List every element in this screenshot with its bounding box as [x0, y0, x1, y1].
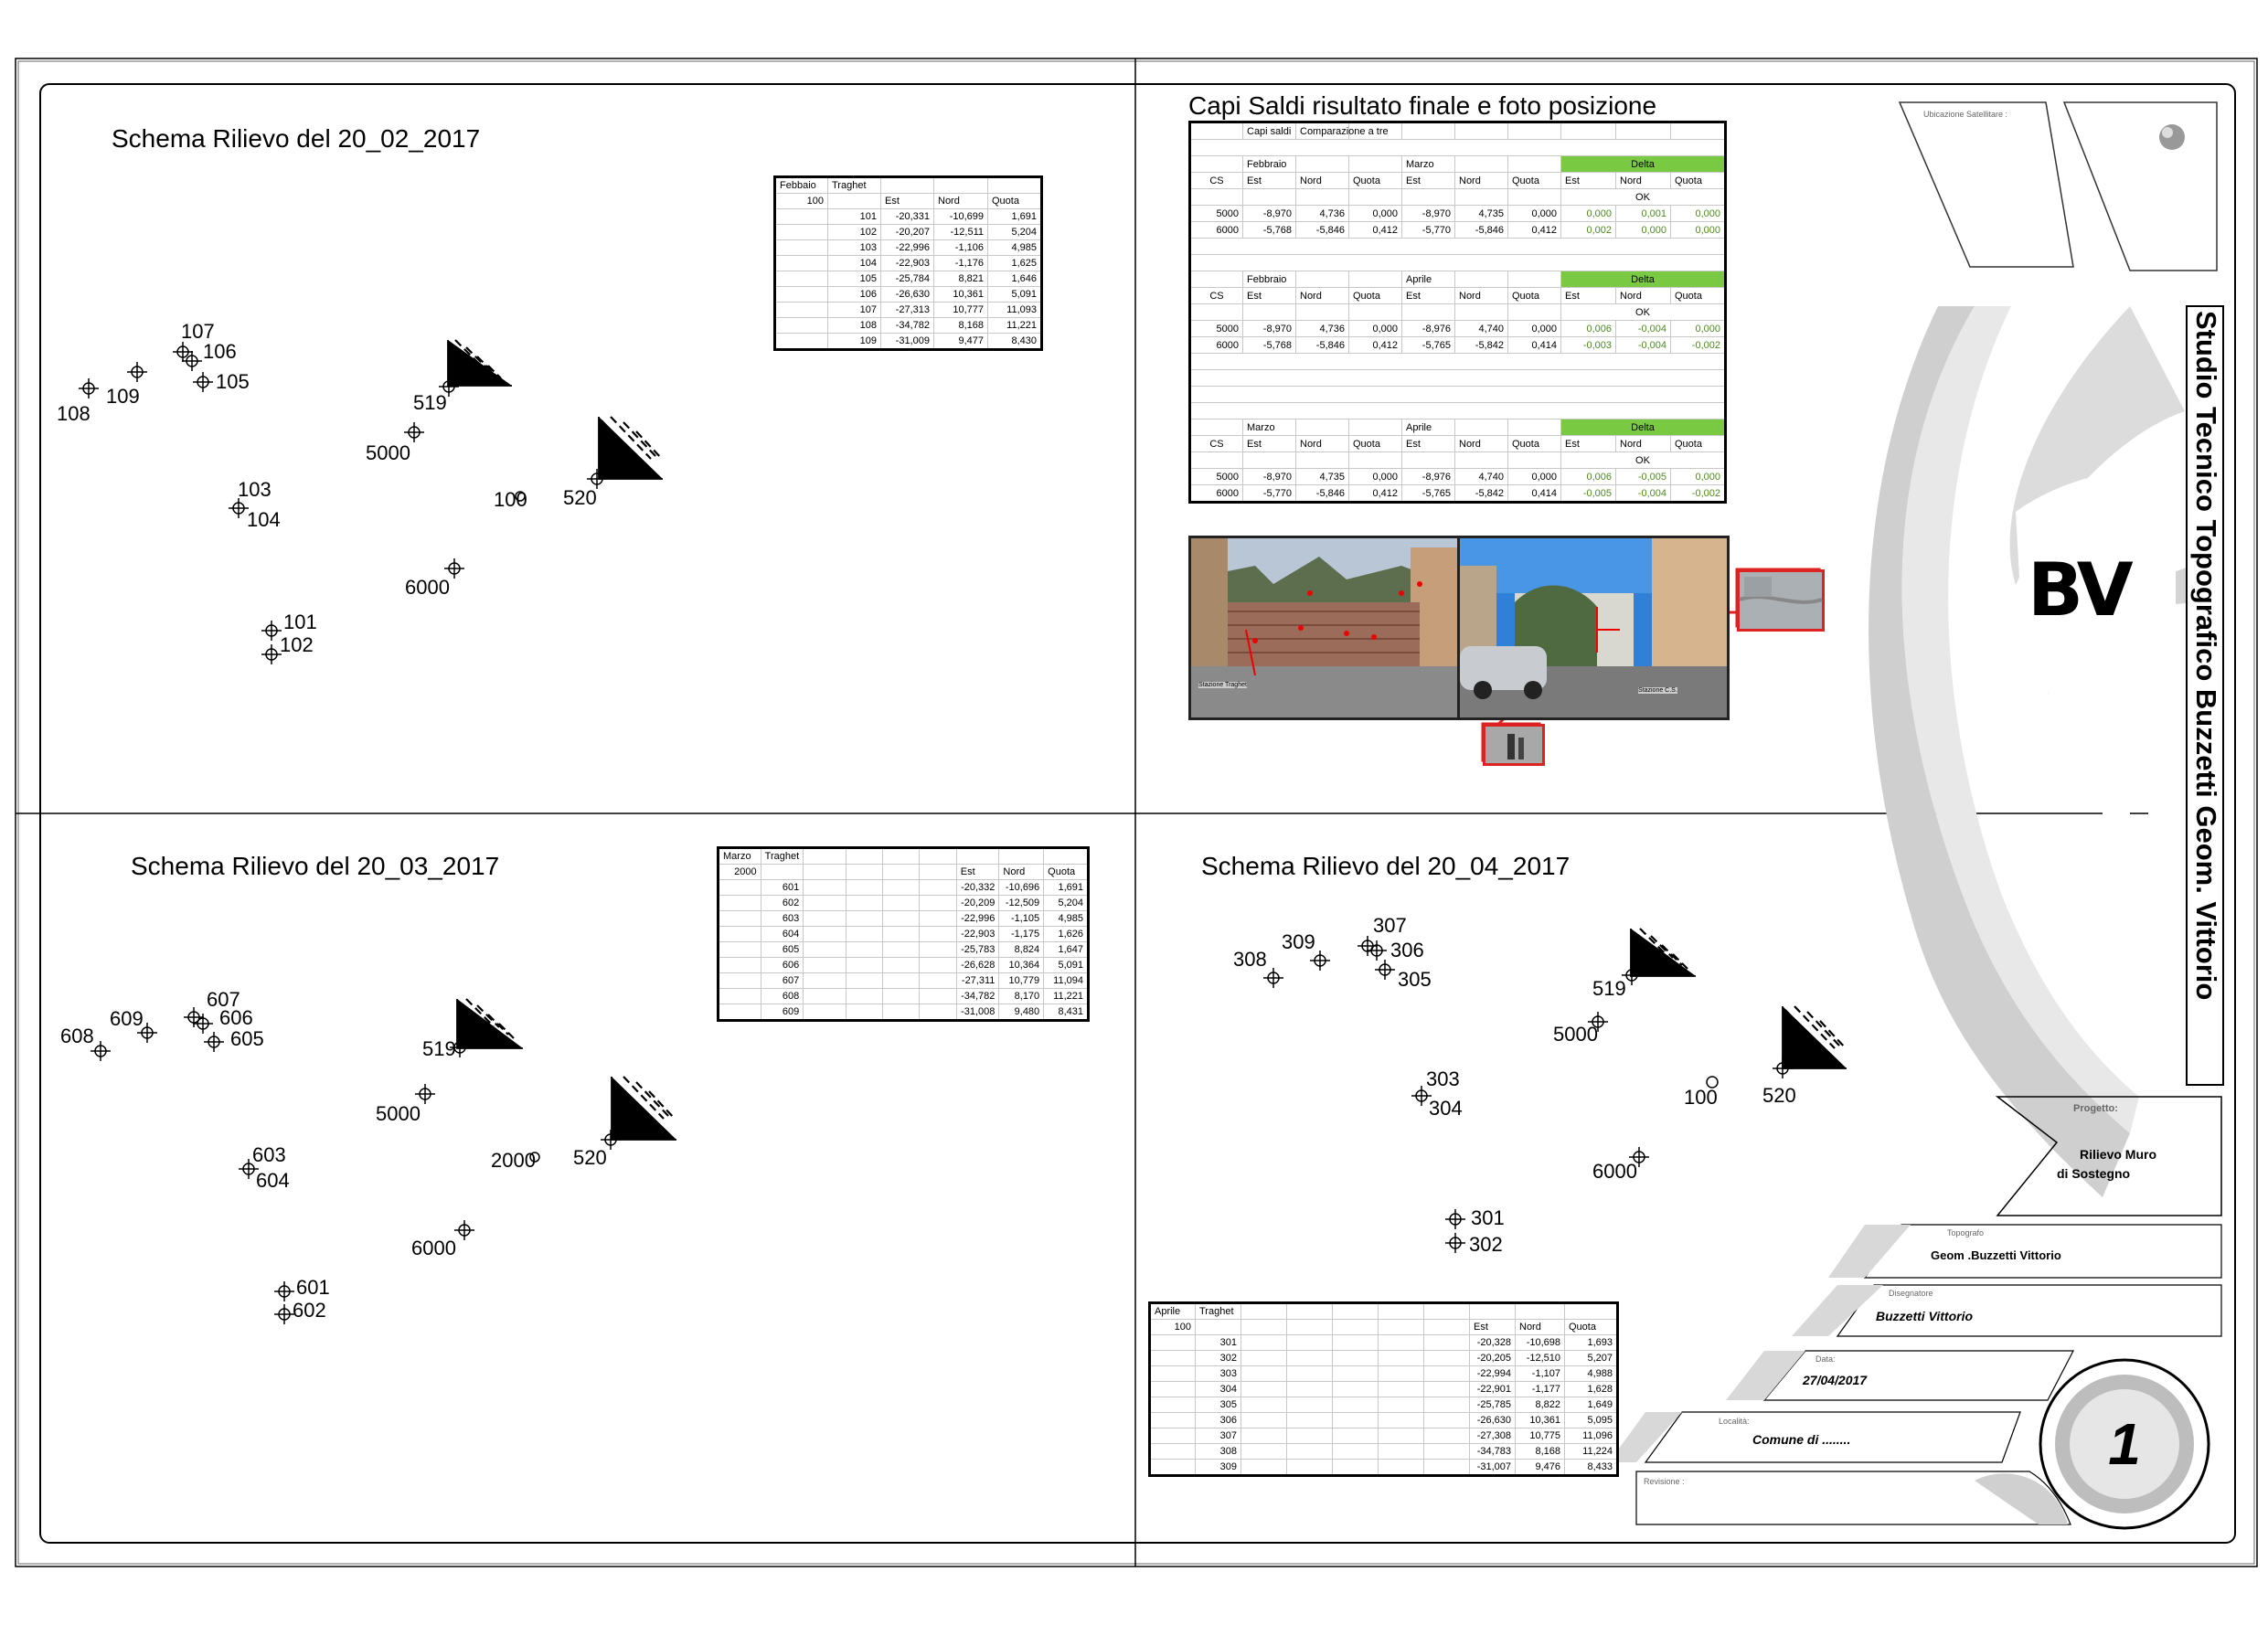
point-label-106: 106 [203, 340, 237, 363]
blank-row [1190, 354, 1726, 370]
point-label-603: 603 [252, 1143, 286, 1166]
table-header-row: 100 Est Nord Quota [1150, 1320, 1618, 1335]
table-row: 605 -25,783 8,824 1,647 [719, 942, 1089, 958]
point-label-302: 302 [1469, 1233, 1503, 1256]
wall-photo [1188, 536, 1461, 720]
pavement-detail-photo [1737, 569, 1825, 632]
ubicazione-label: Ubicazione Satellitare : [1923, 110, 2008, 119]
table-header-row: CS Est Nord Quota Est Nord Quota Est Nord Quota [1190, 288, 1726, 304]
table-header-row: 2000 Est Nord Quota [719, 865, 1089, 880]
data-value: 27/04/2017 [1803, 1373, 1868, 1387]
q1-coordinate-table [773, 175, 1043, 351]
table-row: 308 -34,783 8,168 11,224 [1150, 1444, 1618, 1460]
q3-hatch-519 [457, 999, 523, 1048]
table-row: 607 -27,311 10,779 11,094 [719, 973, 1089, 989]
table-row: 5000 -8,970 4,735 0,000 -8,976 4,740 0,000 0,006 -0,005 0,000 [1190, 469, 1726, 485]
q4-hatch-519 [1631, 929, 1696, 976]
topografo-label: Topografo [1947, 1228, 1985, 1237]
table-row: 601 -20,332 -10,696 1,691 [719, 880, 1089, 896]
data-label: Data: [1815, 1354, 1836, 1364]
table-header-row: CS Est Nord Quota Est Nord Quota Est Nord Quota [1190, 436, 1726, 452]
table-row: 6000 -5,768 -5,846 0,412 -5,770 -5,846 0,412 0,002 0,000 0,000 [1190, 222, 1726, 239]
point-label-519: 519 [1592, 977, 1626, 1000]
table-row: 301 -20,328 -10,698 1,693 [1150, 1335, 1618, 1351]
bollard-detail-photo [1483, 724, 1545, 766]
point-label-605: 605 [230, 1027, 264, 1050]
table-header-row: Marzo Traghet [719, 848, 1089, 865]
disegnatore-value: Buzzetti Vittorio [1876, 1309, 1974, 1323]
blank-row [1190, 403, 1726, 420]
localita-value: Comune di ........ [1752, 1432, 1851, 1447]
point-label-308: 308 [1233, 948, 1267, 971]
point-label-606: 606 [219, 1006, 253, 1029]
table-header-row: Febbraio Aprile Delta [1190, 271, 1726, 288]
table-row: 305 -25,785 8,822 1,649 [1150, 1397, 1618, 1413]
point-label-607: 607 [207, 988, 240, 1011]
q1-hatch-520 [599, 417, 663, 479]
blank-row [1190, 255, 1726, 271]
table-row: 5000 -8,970 4,736 0,000 -8,970 4,735 0,000 0,000 0,001 0,000 [1190, 206, 1726, 222]
table-row: 606 -26,628 10,364 5,091 [719, 958, 1089, 973]
q1-survey-points [79, 342, 607, 664]
table-header-row: Aprile Traghet [1150, 1303, 1618, 1320]
blank-row [1190, 239, 1726, 255]
point-label-100: 100 [494, 488, 527, 511]
table-row: 108 -34,782 8,168 11,221 [775, 318, 1042, 334]
table-row: 302 -20,205 -12,510 5,207 [1150, 1351, 1618, 1366]
point-label-6000: 6000 [411, 1237, 456, 1259]
table-row: 307 -27,308 10,775 11,096 [1150, 1429, 1618, 1444]
point-label-301: 301 [1471, 1206, 1505, 1229]
q4-title: Schema Rilievo del 20_04_2017 [1201, 852, 1571, 880]
point-label-102: 102 [280, 633, 314, 656]
point-label-602: 602 [293, 1299, 326, 1322]
progetto-line1: Rilievo Muro [2080, 1147, 2157, 1162]
table-row: 107 -27,313 10,777 11,093 [775, 303, 1042, 318]
table-row: 101 -20,331 -10,699 1,691 [775, 209, 1042, 225]
table-header-row: 100 Est Nord Quota [775, 194, 1042, 209]
blank-row [1190, 387, 1726, 403]
point-label-5000: 5000 [1553, 1023, 1598, 1046]
q4-coordinate-table [1148, 1301, 1619, 1477]
point-label-519: 519 [422, 1037, 456, 1060]
q1-title: Schema Rilievo del 20_02_2017 [112, 124, 481, 153]
table-row: 603 -22,996 -1,105 4,985 [719, 911, 1089, 927]
table-row: 104 -22,903 -1,176 1,625 [775, 256, 1042, 271]
studio-logo: BV [2028, 547, 2130, 632]
table-row: OK [1190, 189, 1726, 206]
point-label-103: 103 [238, 478, 272, 501]
table-header-row: Capi saldi Comparazione a tre [1190, 122, 1726, 140]
table-row: 102 -20,207 -12,511 5,204 [775, 225, 1042, 240]
q2-title: Capi Saldi risultato finale e foto posizione [1188, 91, 1657, 120]
table-row: OK [1190, 304, 1726, 321]
point-label-520: 520 [573, 1146, 607, 1169]
topografo-value: Geom .Buzzetti Vittorio [1931, 1248, 2061, 1262]
table-row: 6000 -5,770 -5,846 0,412 -5,765 -5,842 0,414 -0,005 -0,004 -0,002 [1190, 485, 1726, 503]
point-label-307: 307 [1373, 914, 1407, 937]
table-row: 604 -22,903 -1,175 1,626 [719, 927, 1089, 942]
point-label-601: 601 [296, 1276, 330, 1299]
table-row: 105 -25,784 8,821 1,646 [775, 271, 1042, 287]
q3-title: Schema Rilievo del 20_03_2017 [131, 852, 500, 880]
point-label-520: 520 [1762, 1084, 1796, 1107]
table-row: 109 -31,009 9,477 8,430 [775, 334, 1042, 350]
point-label-105: 105 [216, 370, 250, 393]
point-label-109: 109 [106, 385, 140, 408]
table-row: 303 -22,994 -1,107 4,988 [1150, 1366, 1618, 1382]
progetto-label: Progetto: [2073, 1103, 2118, 1114]
point-label-5000: 5000 [376, 1102, 421, 1125]
progetto-line2: di Sostegno [2057, 1166, 2131, 1181]
street-photo [1457, 536, 1730, 720]
table-row: 306 -26,630 10,361 5,095 [1150, 1413, 1618, 1429]
q3-coordinate-table [717, 846, 1090, 1022]
point-label-6000: 6000 [405, 576, 450, 599]
table-header-row: Marzo Aprile Delta [1190, 420, 1726, 436]
table-row: 602 -20,209 -12,509 5,204 [719, 896, 1089, 911]
table-row: 103 -22,996 -1,106 4,985 [775, 240, 1042, 256]
point-label-2000: 2000 [491, 1149, 536, 1172]
q3-hatch-520 [612, 1077, 676, 1140]
capi-saldi-table [1188, 121, 1727, 504]
table-row: 6000 -5,768 -5,846 0,412 -5,765 -5,842 0,414 -0,003 -0,004 -0,002 [1190, 337, 1726, 354]
sheet-number: 1 [2108, 1411, 2141, 1477]
point-label-6000: 6000 [1592, 1160, 1637, 1183]
point-label-305: 305 [1398, 968, 1432, 991]
point-label-304: 304 [1429, 1097, 1463, 1120]
blank-row [1190, 370, 1726, 387]
point-label-303: 303 [1426, 1067, 1460, 1090]
point-label-519: 519 [413, 391, 447, 414]
point-label-108: 108 [57, 402, 91, 425]
point-label-104: 104 [247, 508, 281, 531]
table-row: 304 -22,901 -1,177 1,628 [1150, 1382, 1618, 1397]
table-row: 309 -31,007 9,476 8,433 [1150, 1460, 1618, 1476]
table-row: 608 -34,782 8,170 11,221 [719, 989, 1089, 1004]
point-label-100: 100 [1684, 1086, 1718, 1109]
localita-label: Località: [1719, 1417, 1750, 1426]
table-row: 106 -26,630 10,361 5,091 [775, 287, 1042, 303]
point-label-101: 101 [283, 611, 317, 633]
disegnatore-label: Disegnatore [1889, 1289, 1933, 1298]
point-label-306: 306 [1390, 939, 1424, 961]
studio-vertical-title: Studio Tecnico Topografico Buzzetti Geom. Vittorio [2190, 311, 2222, 1001]
table-row: 609 -31,008 9,480 8,431 [719, 1004, 1089, 1021]
point-label-609: 609 [110, 1007, 144, 1030]
q3-survey-points [91, 1007, 621, 1324]
table-header-row: CS Est Nord Quota Est Nord Quota Est Nord Quota [1190, 173, 1726, 189]
point-label-107: 107 [181, 320, 215, 343]
q4-hatch-520 [1783, 1006, 1847, 1068]
table-row: OK [1190, 452, 1726, 469]
photo1-caption: Stazione Traghet [1198, 682, 1247, 688]
table-header-row: Febbraio Marzo Delta [1190, 156, 1726, 173]
point-label-520: 520 [563, 486, 597, 509]
blank-row [1190, 140, 1726, 156]
table-row: 5000 -8,970 4,736 0,000 -8,976 4,740 0,000 0,006 -0,004 0,000 [1190, 321, 1726, 337]
photo2-caption: Stazione C.S. [1638, 687, 1677, 694]
q1-hatch-519 [448, 340, 512, 386]
point-label-309: 309 [1282, 930, 1315, 953]
revisione-label: Revisione : [1644, 1477, 1685, 1486]
table-header-row: Febbaio Traghet [775, 177, 1042, 194]
point-label-608: 608 [60, 1025, 94, 1047]
point-label-604: 604 [256, 1169, 290, 1192]
point-label-5000: 5000 [366, 441, 410, 464]
